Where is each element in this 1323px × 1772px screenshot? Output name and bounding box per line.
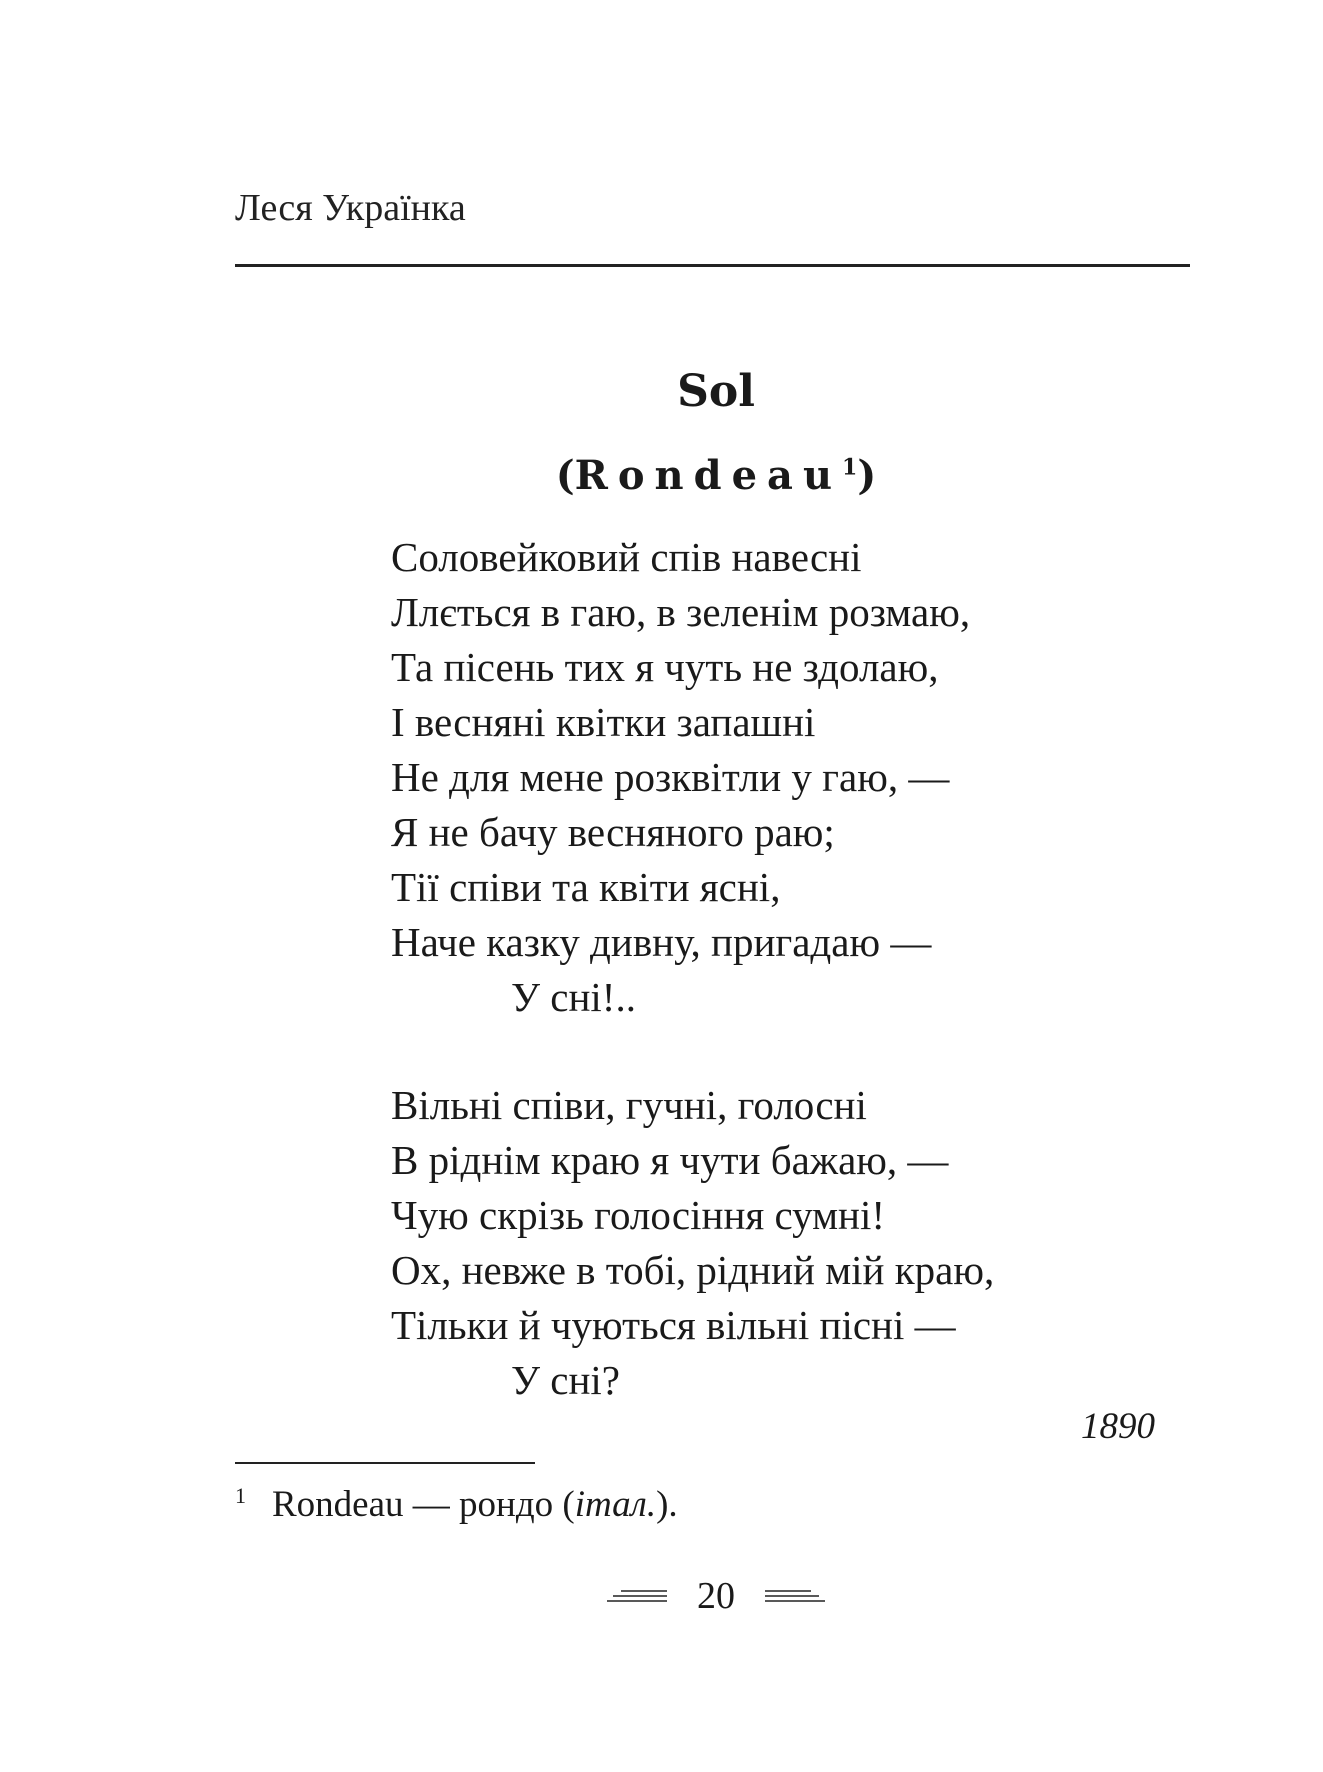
footnote-reference: 1: [842, 454, 858, 481]
poem-title: Sol: [677, 366, 755, 417]
footnote-rule: [235, 1462, 535, 1464]
subtitle-close-paren: ): [857, 452, 877, 499]
verse-line: Соловейковий спів навесні: [391, 534, 862, 580]
subtitle-open-paren: (: [555, 452, 575, 499]
left-ornament-icon: [607, 1589, 667, 1603]
footnote-text: Rondeau — рондо (: [272, 1484, 575, 1525]
footnote-marker: 1: [235, 1482, 246, 1508]
verse-line: Вільні співи, гучні, голосні: [391, 1082, 867, 1128]
right-ornament-icon: [765, 1589, 825, 1603]
header-rule: [235, 264, 1190, 267]
stanza-2: [391, 1078, 994, 1408]
verse-line: Та пісень тих я чуть не здолаю,: [391, 644, 939, 690]
verse-line: І весняні квітки запашні: [391, 699, 816, 745]
verse-refrain: У сні!..: [511, 974, 636, 1020]
verse-line: Ллється в гаю, в зеленім розмаю,: [391, 589, 971, 635]
verse-line: В ріднім краю я чути бажаю, —: [391, 1137, 949, 1183]
subtitle-word: Rondeau: [574, 452, 843, 499]
stanza-1: [391, 530, 970, 1025]
verse-line: Наче казку дивну, пригадаю —: [391, 919, 932, 965]
poem-subtitle: [0, 448, 1323, 504]
running-head-author: Леся Українка: [235, 187, 466, 229]
page-number-block: [0, 1570, 1323, 1622]
footnote-italic-abbr: італ.: [574, 1484, 657, 1525]
verse-refrain: У сні?: [511, 1357, 621, 1403]
poem-date: 1890: [1081, 1406, 1155, 1447]
verse-line: Тії співи та квіти ясні,: [391, 864, 781, 910]
verse-line: Чую скрізь голосіння сумні!: [391, 1192, 886, 1238]
verse-line: Ох, невже в тобі, рідний мій краю,: [391, 1247, 995, 1293]
verse-line: Не для мене розквітли у гаю, —: [391, 754, 950, 800]
verse-line: Я не бачу весняного раю;: [391, 809, 835, 855]
footnote: [235, 1480, 678, 1530]
verse-line: Тільки й чуються вільні пісні —: [391, 1302, 956, 1348]
page-number: 20: [697, 1575, 735, 1617]
footnote-text-end: ).: [656, 1484, 678, 1525]
